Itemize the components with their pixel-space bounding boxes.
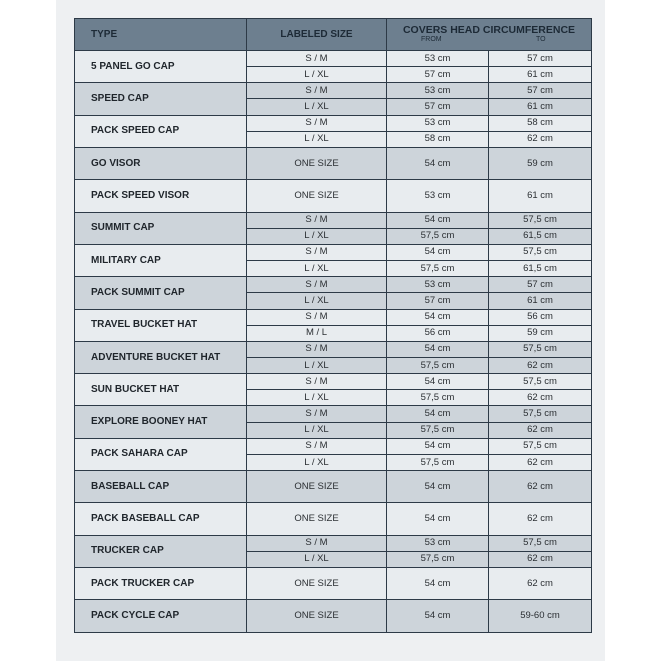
labeled-size-cell: L / XL — [247, 99, 387, 115]
table-row — [75, 309, 592, 325]
table-row — [75, 568, 592, 600]
labeled-size-cell: L / XL — [247, 261, 387, 277]
header-row — [75, 19, 592, 51]
to-cell: 57,5 cm — [489, 341, 592, 357]
from-cell: 54 cm — [387, 341, 489, 357]
product-type-cell: PACK SAHARA CAP — [75, 438, 247, 470]
table-row — [75, 438, 592, 454]
product-type-cell: BASEBALL CAP — [75, 471, 247, 503]
to-cell: 61,5 cm — [489, 261, 592, 277]
labeled-size-cell: S / M — [247, 212, 387, 228]
to-cell: 57 cm — [489, 277, 592, 293]
from-cell: 54 cm — [387, 212, 489, 228]
product-type-cell: PACK CYCLE CAP — [75, 600, 247, 632]
from-cell: 54 cm — [387, 600, 489, 632]
from-cell: 54 cm — [387, 309, 489, 325]
labeled-size-cell: S / M — [247, 277, 387, 293]
size-chart-table — [74, 18, 592, 633]
product-type-cell: PACK SPEED VISOR — [75, 180, 247, 212]
from-cell: 58 cm — [387, 131, 489, 147]
from-cell: 57,5 cm — [387, 228, 489, 244]
from-cell: 54 cm — [387, 471, 489, 503]
labeled-size-cell: ONE SIZE — [247, 180, 387, 212]
from-cell: 54 cm — [387, 438, 489, 454]
labeled-size-cell: L / XL — [247, 228, 387, 244]
from-cell: 57,5 cm — [387, 454, 489, 470]
to-cell: 62 cm — [489, 471, 592, 503]
from-cell: 57,5 cm — [387, 261, 489, 277]
header-from: FROM — [421, 35, 442, 43]
from-cell: 54 cm — [387, 406, 489, 422]
labeled-size-cell: L / XL — [247, 358, 387, 374]
table-body — [75, 51, 592, 633]
product-type-cell: PACK SUMMIT CAP — [75, 277, 247, 309]
header-type: TYPE — [75, 19, 247, 51]
to-cell: 62 cm — [489, 454, 592, 470]
to-cell: 61 cm — [489, 99, 592, 115]
header-labeled-size: LABELED SIZE — [247, 19, 387, 51]
table-row — [75, 180, 592, 212]
labeled-size-cell: L / XL — [247, 454, 387, 470]
to-cell: 62 cm — [489, 131, 592, 147]
from-cell: 53 cm — [387, 51, 489, 67]
from-cell: 57 cm — [387, 67, 489, 83]
to-cell: 57,5 cm — [489, 406, 592, 422]
from-cell: 53 cm — [387, 277, 489, 293]
to-cell: 57,5 cm — [489, 438, 592, 454]
to-cell: 62 cm — [489, 358, 592, 374]
table-row — [75, 374, 592, 390]
to-cell: 57 cm — [489, 83, 592, 99]
to-cell: 59 cm — [489, 325, 592, 341]
to-cell: 62 cm — [489, 422, 592, 438]
labeled-size-cell: ONE SIZE — [247, 147, 387, 179]
header-covers-head-circumference — [387, 19, 592, 51]
to-cell: 57,5 cm — [489, 244, 592, 260]
product-type-cell: TRUCKER CAP — [75, 535, 247, 567]
table-row — [75, 600, 592, 632]
table-row — [75, 83, 592, 99]
labeled-size-cell: S / M — [247, 309, 387, 325]
from-cell: 54 cm — [387, 147, 489, 179]
to-cell: 62 cm — [489, 503, 592, 535]
product-type-cell: PACK BASEBALL CAP — [75, 503, 247, 535]
from-cell: 54 cm — [387, 244, 489, 260]
labeled-size-cell: S / M — [247, 83, 387, 99]
product-type-cell: GO VISOR — [75, 147, 247, 179]
labeled-size-cell: S / M — [247, 244, 387, 260]
from-cell: 57 cm — [387, 293, 489, 309]
from-cell: 57,5 cm — [387, 551, 489, 567]
labeled-size-cell: L / XL — [247, 390, 387, 406]
table-row — [75, 277, 592, 293]
labeled-size-cell: S / M — [247, 115, 387, 131]
labeled-size-cell: S / M — [247, 51, 387, 67]
from-cell: 57 cm — [387, 99, 489, 115]
to-cell: 62 cm — [489, 390, 592, 406]
labeled-size-cell: ONE SIZE — [247, 503, 387, 535]
labeled-size-cell: S / M — [247, 406, 387, 422]
product-type-cell: MILITARY CAP — [75, 244, 247, 276]
to-cell: 57,5 cm — [489, 212, 592, 228]
header-subtitles — [387, 36, 591, 47]
to-cell: 61 cm — [489, 67, 592, 83]
labeled-size-cell: S / M — [247, 438, 387, 454]
to-cell: 57 cm — [489, 51, 592, 67]
to-cell: 61 cm — [489, 293, 592, 309]
from-cell: 54 cm — [387, 568, 489, 600]
product-type-cell: SUN BUCKET HAT — [75, 374, 247, 406]
to-cell: 57,5 cm — [489, 535, 592, 551]
table-row — [75, 535, 592, 551]
table-row — [75, 212, 592, 228]
from-cell: 53 cm — [387, 535, 489, 551]
from-cell: 57,5 cm — [387, 390, 489, 406]
labeled-size-cell: M / L — [247, 325, 387, 341]
to-cell: 59 cm — [489, 147, 592, 179]
product-type-cell: SPEED CAP — [75, 83, 247, 115]
from-cell: 53 cm — [387, 83, 489, 99]
from-cell: 54 cm — [387, 374, 489, 390]
from-cell: 57,5 cm — [387, 358, 489, 374]
labeled-size-cell: S / M — [247, 341, 387, 357]
product-type-cell: PACK SPEED CAP — [75, 115, 247, 147]
to-cell: 62 cm — [489, 551, 592, 567]
labeled-size-cell: L / XL — [247, 131, 387, 147]
table-row — [75, 406, 592, 422]
to-cell: 61 cm — [489, 180, 592, 212]
product-type-cell: EXPLORE BOONEY HAT — [75, 406, 247, 438]
product-type-cell: ADVENTURE BUCKET HAT — [75, 341, 247, 373]
to-cell: 57,5 cm — [489, 374, 592, 390]
labeled-size-cell: S / M — [247, 374, 387, 390]
from-cell: 57,5 cm — [387, 422, 489, 438]
from-cell: 56 cm — [387, 325, 489, 341]
to-cell: 61,5 cm — [489, 228, 592, 244]
labeled-size-cell: L / XL — [247, 67, 387, 83]
from-cell: 54 cm — [387, 503, 489, 535]
to-cell: 56 cm — [489, 309, 592, 325]
labeled-size-cell: ONE SIZE — [247, 471, 387, 503]
table-row — [75, 244, 592, 260]
product-type-cell: SUMMIT CAP — [75, 212, 247, 244]
labeled-size-cell: L / XL — [247, 422, 387, 438]
labeled-size-cell: ONE SIZE — [247, 600, 387, 632]
header-to: TO — [536, 35, 546, 43]
product-type-cell: TRAVEL BUCKET HAT — [75, 309, 247, 341]
labeled-size-cell: S / M — [247, 535, 387, 551]
table-row — [75, 51, 592, 67]
product-type-cell: 5 PANEL GO CAP — [75, 51, 247, 83]
from-cell: 53 cm — [387, 180, 489, 212]
table-row — [75, 341, 592, 357]
labeled-size-cell: L / XL — [247, 551, 387, 567]
from-cell: 53 cm — [387, 115, 489, 131]
header-covers-title: COVERS HEAD CIRCUMFERENCE — [402, 23, 576, 36]
table-row — [75, 471, 592, 503]
table-row — [75, 503, 592, 535]
labeled-size-cell: L / XL — [247, 293, 387, 309]
to-cell: 58 cm — [489, 115, 592, 131]
table-row — [75, 115, 592, 131]
to-cell: 59-60 cm — [489, 600, 592, 632]
to-cell: 62 cm — [489, 568, 592, 600]
product-type-cell: PACK TRUCKER CAP — [75, 568, 247, 600]
table-row — [75, 147, 592, 179]
labeled-size-cell: ONE SIZE — [247, 568, 387, 600]
